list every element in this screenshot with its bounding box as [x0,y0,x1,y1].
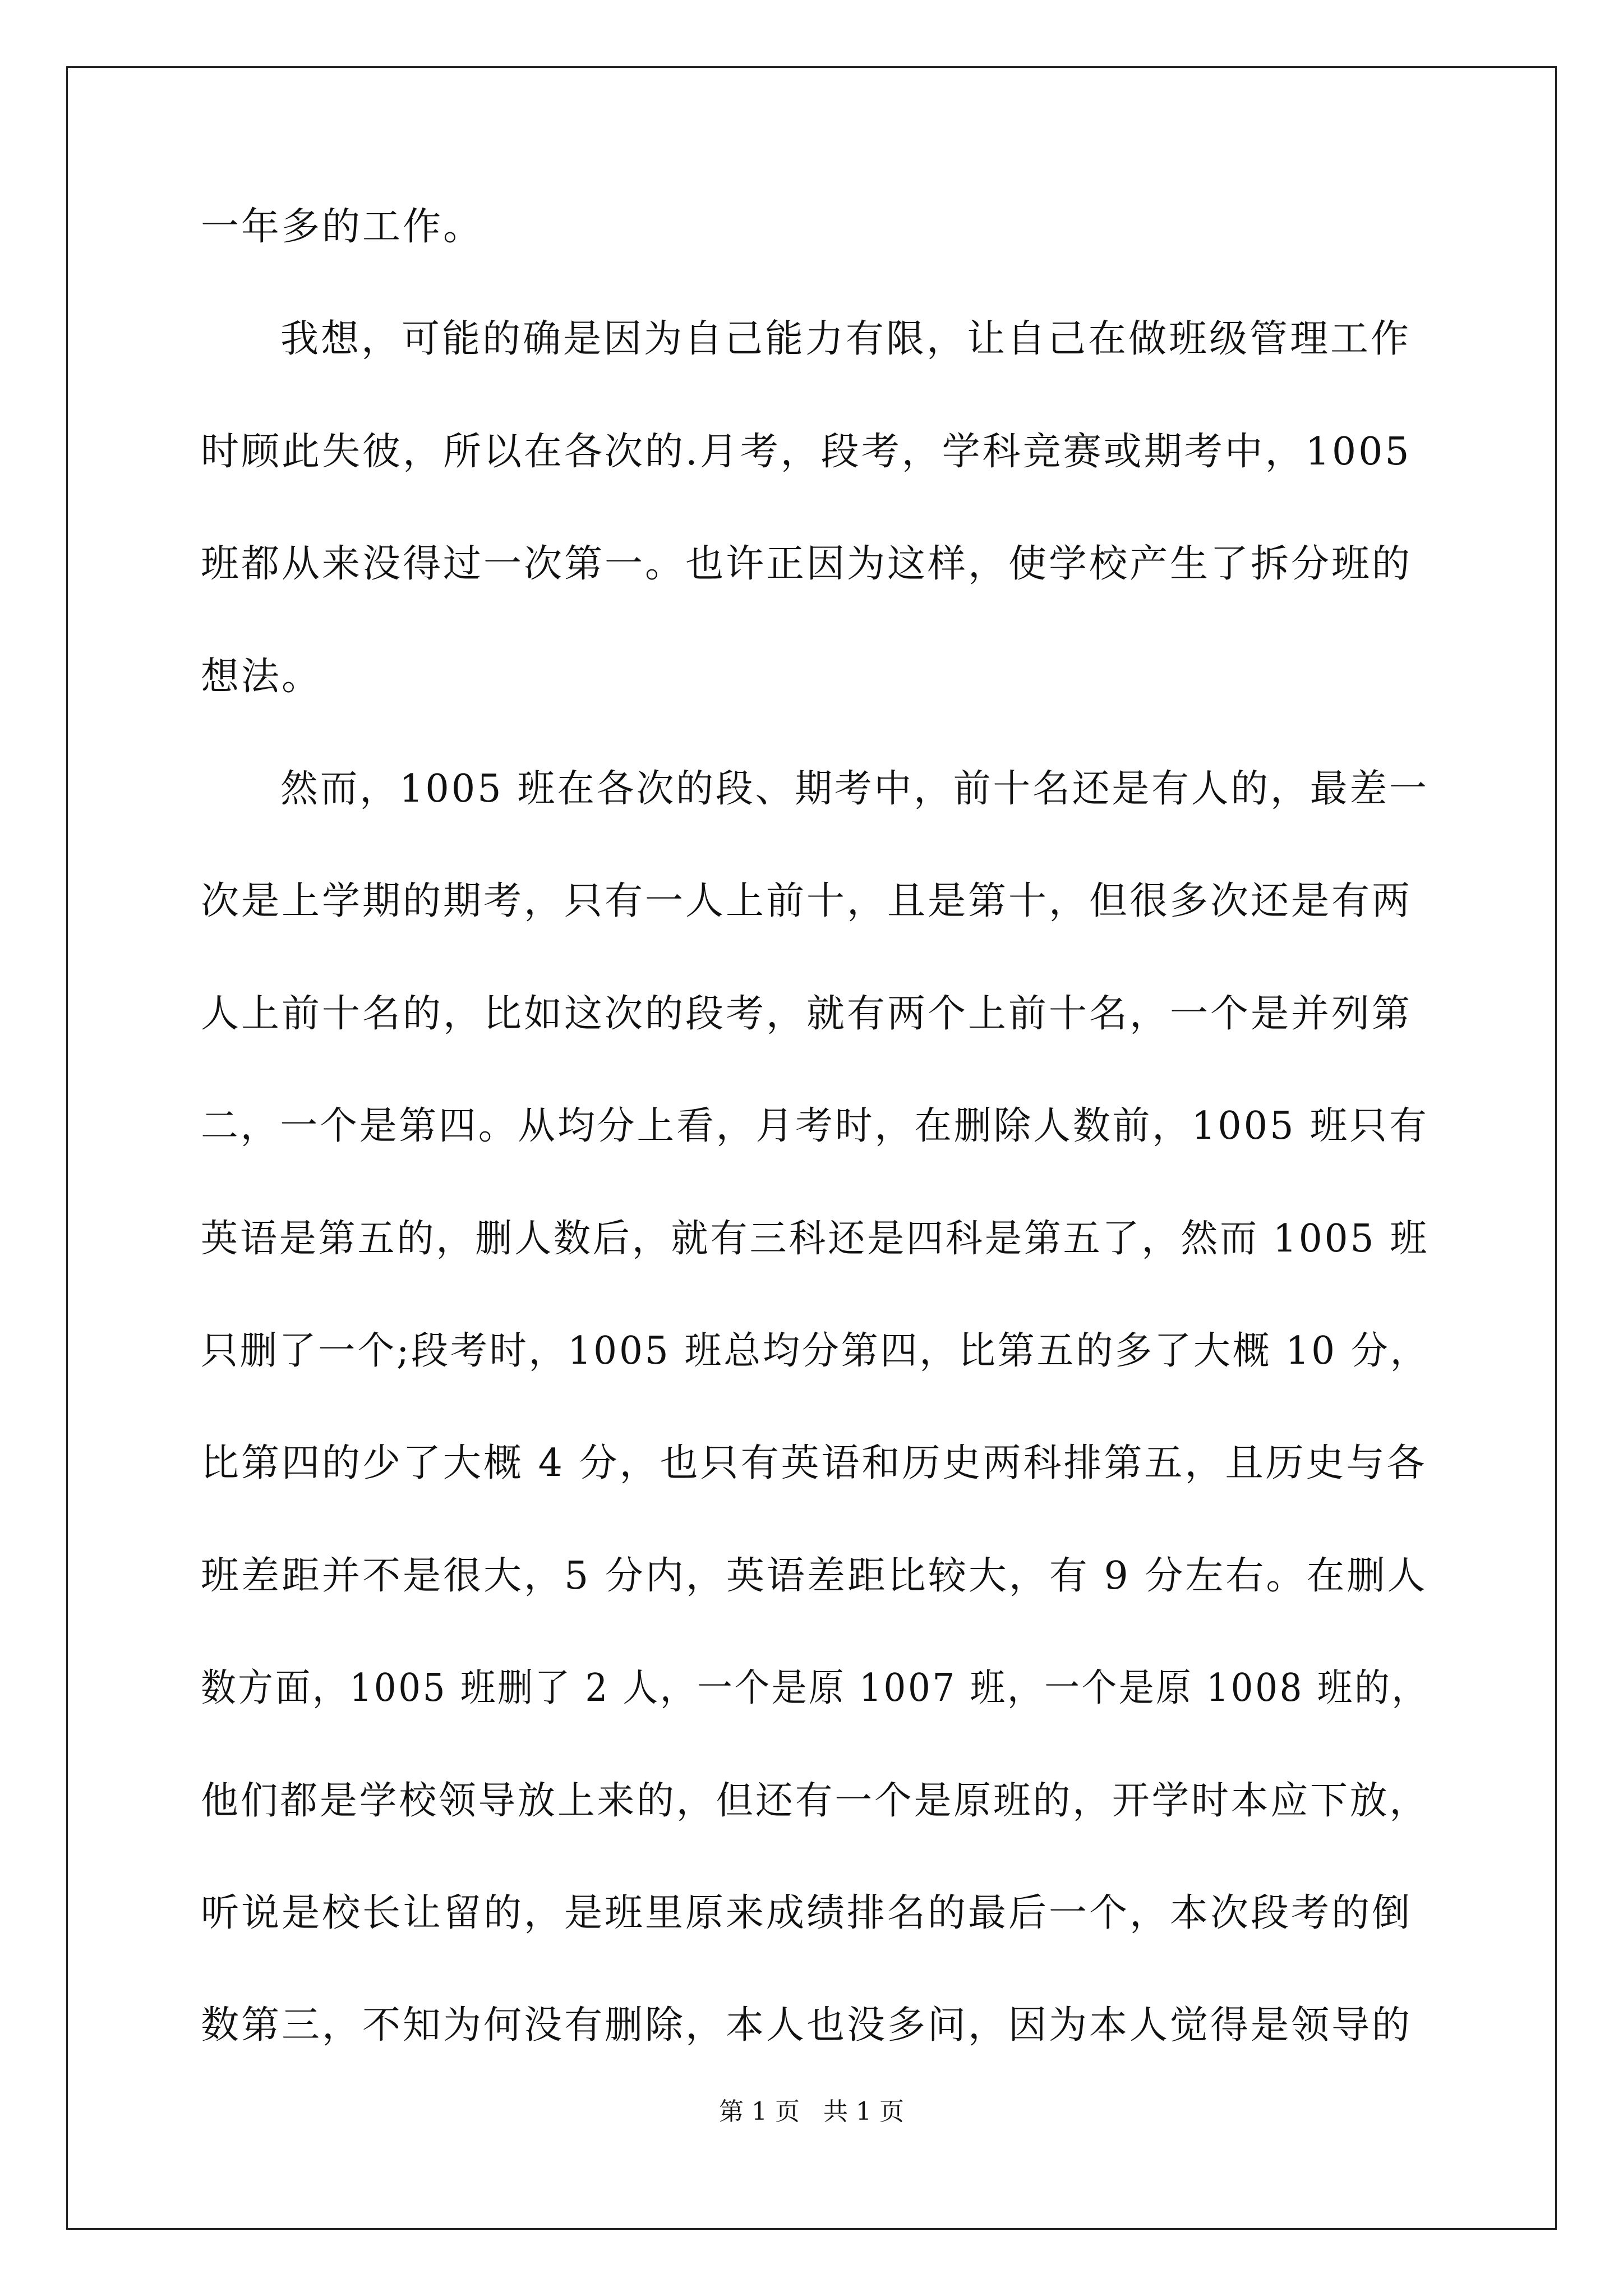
paragraph-line: 数第三，不知为何没有删除，本人也没多问，因为本人觉得是领导的 [201,2003,1413,2047]
paragraph-line: 二，一个是第四。从均分上看，月考时，在删除人数前，1005 班只有 [201,1104,1429,1148]
paragraph-line: 人上前十名的，比如这次的段考，就有两个上前十名，一个是并列第 [201,992,1413,1036]
paragraph-line: 时顾此失彼，所以在各次的.月考，段考，学科竞赛或期考中，1005 [201,430,1412,474]
paragraph-line: 比第四的少了大概 4 分，也只有英语和历史两科排第五，且历史与各 [201,1441,1427,1485]
paragraph-line: 想法。 [201,655,322,699]
paragraph-line: 数方面，1005 班删了 2 人，一个是原 1007 班，一个是原 1008 班的， [201,1666,1429,1710]
paragraph-line: 班差距并不是很大，5 分内，英语差距比较大，有 9 分左右。在删人 [201,1554,1428,1598]
paragraph-line: 我想，可能的确是因为自己能力有限，让自己在做班级管理工作 [280,317,1412,361]
paragraph-line: 听说是校长让留的，是班里原来成绩排名的最后一个，本次段考的倒 [201,1891,1413,1935]
paragraph-line: 英语是第五的，删人数后，就有三科还是四科是第五了，然而 1005 班 [201,1217,1430,1261]
paragraph-line: 只删了一个;段考时，1005 班总均分第四，比第五的多了大概 10 分， [201,1329,1430,1373]
page-footer: 第 1 页 共 1 页 [719,2097,904,2126]
paragraph-line: 他们都是学校领导放上来的，但还有一个是原班的，开学时本应下放， [201,1779,1430,1823]
paragraph-line: 然而，1005 班在各次的段、期考中，前十名还是有人的，最差一 [280,767,1429,811]
paragraph-line: 班都从来没得过一次第一。也许正因为这样，使学校产生了拆分班的 [201,542,1413,586]
paragraph-line: 次是上学期的期考，只有一人上前十，且是第十，但很多次还是有两 [201,879,1413,923]
paragraph-line: 一年多的工作。 [201,205,484,249]
